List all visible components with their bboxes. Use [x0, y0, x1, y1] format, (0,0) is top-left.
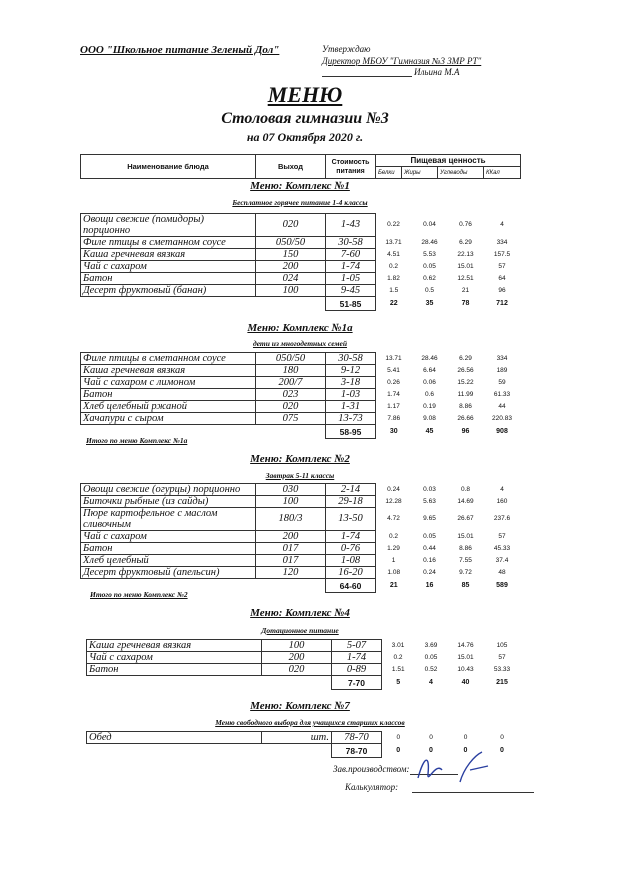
- section-table: [80, 483, 521, 593]
- dish-proteins: 0: [396, 733, 401, 741]
- dish-fats: 0.05: [423, 532, 436, 540]
- dish-name: Филе птицы в сметанном соусе: [81, 353, 256, 365]
- dish-fats: 0: [429, 733, 433, 741]
- dish-proteins: 7.86: [387, 414, 401, 422]
- dish-fats: 3.69: [424, 641, 438, 649]
- dish-proteins: 4.72: [387, 515, 400, 522]
- dish-fats: 9.65: [423, 515, 436, 522]
- dish-output: 017: [256, 555, 326, 567]
- menu-date: на 07 Октября 2020 г.: [246, 130, 364, 144]
- dish-carbs: 26.56: [457, 366, 474, 374]
- dish-name: Овощи свежие (помидоры) порционно: [81, 214, 256, 237]
- header-cost: Стоимость питания: [326, 155, 376, 179]
- dish-fats: 6.64: [423, 366, 436, 374]
- total-price: 78-70: [332, 744, 382, 758]
- dish-name: Чай с сахаром: [87, 652, 262, 664]
- dish-name: Десерт фруктовый (апельсин): [81, 567, 256, 579]
- dish-name: Овощи свежие (огурцы) порционно: [81, 484, 256, 496]
- calc-label: Калькулятор:: [345, 782, 399, 792]
- section-table: [80, 352, 521, 439]
- dish-fats: 5.63: [423, 497, 436, 505]
- dish-kcal: 53.33: [493, 665, 511, 673]
- dish-output: 100: [256, 285, 326, 297]
- dish-fats: 0.04: [423, 221, 436, 228]
- dish-price: 29-18: [326, 496, 376, 508]
- dish-kcal: 334: [496, 354, 508, 362]
- dish-proteins: 1.08: [387, 568, 401, 576]
- dish-output: 150: [256, 249, 326, 261]
- total-proteins: 21: [389, 581, 398, 589]
- total-price: 64-60: [326, 579, 376, 593]
- dish-price: 1-05: [326, 273, 376, 285]
- dish-kcal: 105: [496, 641, 508, 649]
- total-kcal: 0: [500, 746, 504, 754]
- dish-carbs: 21: [461, 286, 470, 294]
- dish-kcal: 96: [498, 286, 506, 294]
- dish-carbs: 0: [463, 733, 468, 741]
- dish-name: Каша гречневая вязкая: [81, 249, 256, 261]
- dish-output: 020: [256, 214, 326, 237]
- dish-fats: 5.53: [423, 250, 436, 258]
- page-title: МЕНЮ: [267, 82, 343, 107]
- header-kcal: ККал: [484, 167, 521, 179]
- dish-proteins: 1.5: [389, 286, 399, 294]
- dish-kcal: 61.33: [493, 390, 511, 398]
- dish-price: 1-31: [326, 401, 376, 413]
- section-subtitle: дети из многодетных семей: [252, 339, 348, 348]
- dish-carbs: 7.55: [459, 556, 472, 564]
- dish-name: Чай с сахаром: [81, 261, 256, 273]
- dish-name: Хлеб целебный ржаной: [81, 401, 256, 413]
- dish-kcal: 57: [498, 653, 506, 661]
- header-output: Выход: [256, 155, 326, 179]
- dish-carbs: 10.43: [457, 665, 474, 673]
- dish-name: Обед: [87, 732, 262, 744]
- dish-proteins: 13.71: [385, 354, 402, 362]
- dish-carbs: 26.66: [457, 414, 474, 422]
- section-table: [86, 639, 521, 690]
- dish-output: 200/7: [256, 377, 326, 389]
- dish-fats: 0.5: [424, 286, 435, 294]
- dish-output: 200: [262, 652, 332, 664]
- dish-carbs: 6.29: [459, 354, 472, 362]
- dish-proteins: 3.01: [391, 641, 405, 649]
- header-nutrition: Пищевая ценность: [376, 155, 521, 167]
- dish-kcal: 57: [498, 532, 506, 540]
- dish-carbs: 26.67: [457, 515, 474, 522]
- section-table: [80, 213, 521, 311]
- dish-fats: 0.44: [423, 544, 436, 552]
- section-itogo: Итого по меню Комплекс №1а: [86, 436, 188, 445]
- dish-carbs: 8.86: [459, 402, 472, 410]
- dish-output: 023: [256, 389, 326, 401]
- dish-kcal: 37.4: [495, 556, 509, 564]
- dish-kcal: 220.83: [492, 414, 512, 422]
- dish-proteins: 0.26: [387, 378, 400, 386]
- dish-name: Каша гречневая вязкая: [81, 365, 256, 377]
- dish-carbs: 11.99: [457, 390, 474, 398]
- total-carbs: 85: [461, 581, 470, 589]
- dish-carbs: 15.01: [457, 532, 474, 540]
- dish-price: 0-89: [332, 664, 382, 676]
- dish-fats: 0.52: [424, 665, 438, 673]
- section-title: Меню: Комплекс №2: [250, 453, 350, 465]
- dish-kcal: 45.33: [493, 544, 511, 552]
- dish-proteins: 1.82: [387, 274, 400, 282]
- dish-kcal: 237.6: [493, 515, 511, 522]
- dish-name: Батон: [81, 543, 256, 555]
- total-fats: 16: [425, 581, 434, 589]
- dish-fats: 0.62: [423, 274, 436, 282]
- dish-carbs: 6.29: [459, 238, 472, 246]
- dish-fats: 0.06: [423, 378, 436, 386]
- approve-label: Утверждаю: [322, 44, 371, 54]
- section-subtitle: Дотационное питание: [261, 626, 339, 635]
- dish-proteins: 1.29: [387, 544, 400, 552]
- dish-output: 030: [256, 484, 326, 496]
- dish-price: 30-58: [326, 353, 376, 365]
- dish-proteins: 1.51: [391, 665, 405, 673]
- dish-output: 100: [256, 496, 326, 508]
- director-name: Ильина М.А: [414, 67, 460, 77]
- dish-proteins: 4.51: [387, 250, 400, 258]
- dish-fats: 28.46: [421, 238, 438, 246]
- dish-price: 13-50: [326, 508, 376, 531]
- dish-price: 2-14: [326, 484, 376, 496]
- dish-proteins: 0.2: [393, 653, 403, 661]
- total-kcal: 908: [496, 427, 508, 435]
- header-carbs: Углеводы: [438, 167, 484, 179]
- dish-kcal: 44: [498, 402, 506, 410]
- dish-output: 120: [256, 567, 326, 579]
- dish-price: 9-45: [326, 285, 376, 297]
- dish-kcal: 160: [496, 497, 508, 505]
- dish-price: 30-58: [326, 237, 376, 249]
- total-fats: 4: [429, 678, 433, 686]
- dish-name: Биточки рыбные (из сайды): [81, 496, 256, 508]
- dish-kcal: 189: [496, 366, 508, 374]
- dish-fats: 0.16: [423, 556, 436, 564]
- total-proteins: 5: [396, 678, 401, 686]
- section-title: Меню: Комплекс №7: [250, 700, 350, 712]
- dish-fats: 0.24: [423, 568, 436, 576]
- dish-proteins: 1: [391, 556, 396, 564]
- dish-output: шт.: [262, 732, 332, 744]
- dish-name: Батон: [87, 664, 262, 676]
- dish-name: Десерт фруктовый (банан): [81, 285, 256, 297]
- dish-price: 9-12: [326, 365, 376, 377]
- dish-kcal: 48: [498, 568, 506, 576]
- dish-kcal: 64: [498, 274, 506, 282]
- dish-output: 020: [256, 401, 326, 413]
- dish-price: 1-74: [326, 531, 376, 543]
- dish-price: 1-03: [326, 389, 376, 401]
- dish-fats: 0.05: [424, 653, 438, 661]
- section-subtitle: Меню свободного выбора для учащихся старших классов: [215, 718, 405, 727]
- director-label: Директор МБОУ "Гимназия №3 ЗМР РТ": [322, 56, 482, 66]
- dish-kcal: 0: [500, 733, 504, 741]
- dish-proteins: 12.28: [385, 497, 402, 505]
- dish-name: Пюре картофельное с маслом сливочным: [81, 508, 256, 531]
- total-carbs: 96: [461, 427, 470, 435]
- section-title: Меню: Комплекс №1а: [247, 322, 353, 334]
- dish-carbs: 15.01: [457, 262, 474, 270]
- total-carbs: 78: [461, 299, 470, 307]
- dish-carbs: 14.76: [457, 641, 474, 649]
- zav-label: Зав.производством:: [333, 764, 410, 774]
- dish-output: 024: [256, 273, 326, 285]
- column-header: [80, 154, 521, 179]
- dish-output: 017: [256, 543, 326, 555]
- total-kcal: 712: [496, 299, 508, 307]
- total-proteins: 22: [389, 299, 398, 307]
- total-price: 51-85: [326, 297, 376, 311]
- dish-output: 075: [256, 413, 326, 425]
- dish-fats: 0.05: [423, 262, 436, 270]
- page-subtitle: Столовая гимназии №3: [221, 110, 389, 127]
- dish-price: 13-73: [326, 413, 376, 425]
- dish-price: 78-70: [332, 732, 382, 744]
- dish-fats: 9.08: [423, 414, 436, 422]
- dish-carbs: 15.22: [457, 378, 474, 386]
- dish-price: 1-43: [326, 214, 376, 237]
- dish-proteins: 13.71: [385, 238, 402, 246]
- dish-fats: 0.19: [423, 402, 436, 410]
- dish-price: 16-20: [326, 567, 376, 579]
- signature-scribble: [412, 748, 502, 790]
- section-title: Меню: Комплекс №1: [250, 180, 350, 192]
- total-proteins: 0: [396, 746, 401, 754]
- dish-name: Каша гречневая вязкая: [87, 640, 262, 652]
- calc-signature-line: [412, 792, 534, 793]
- dish-name: Батон: [81, 389, 256, 401]
- dish-price: 1-74: [332, 652, 382, 664]
- dish-output: 200: [256, 531, 326, 543]
- dish-price: 1-08: [326, 555, 376, 567]
- dish-kcal: 59: [498, 378, 506, 386]
- dish-output: 020: [262, 664, 332, 676]
- dish-proteins: 1.17: [387, 402, 400, 410]
- total-carbs: 40: [461, 678, 470, 686]
- dish-fats: 0.03: [423, 485, 436, 493]
- dish-kcal: 157.5: [493, 250, 511, 258]
- total-proteins: 30: [389, 427, 398, 435]
- dish-name: Хачапури с сыром: [81, 413, 256, 425]
- dish-proteins: 5.41: [387, 366, 400, 374]
- dish-kcal: 334: [496, 238, 508, 246]
- total-fats: 0: [429, 746, 433, 754]
- dish-output: 180: [256, 365, 326, 377]
- dish-carbs: 8.86: [459, 544, 472, 552]
- signature-line: [322, 76, 412, 77]
- dish-price: 0-76: [326, 543, 376, 555]
- total-fats: 35: [425, 299, 434, 307]
- dish-carbs: 9.72: [459, 568, 472, 576]
- dish-proteins: 0.24: [387, 485, 400, 493]
- header-fats: Жиры: [402, 167, 438, 179]
- total-price: 7-70: [332, 676, 382, 690]
- dish-name: Чай с сахаром: [81, 531, 256, 543]
- dish-output: 050/50: [256, 237, 326, 249]
- dish-name: Батон: [81, 273, 256, 285]
- section-subtitle: Завтрак 5-11 классы: [265, 471, 335, 480]
- dish-name: Хлеб целебный: [81, 555, 256, 567]
- dish-output: 180/3: [256, 508, 326, 531]
- header-proteins: Белки: [376, 167, 402, 179]
- total-kcal: 589: [496, 581, 508, 589]
- dish-fats: 0.6: [424, 390, 435, 398]
- dish-output: 100: [262, 640, 332, 652]
- section-subtitle: Бесплатное горячее питание 1-4 классы: [232, 198, 368, 207]
- dish-price: 3-18: [326, 377, 376, 389]
- dish-carbs: 22.13: [457, 250, 474, 258]
- dish-kcal: 4: [500, 221, 504, 228]
- dish-kcal: 57: [498, 262, 506, 270]
- dish-carbs: 15.01: [457, 653, 474, 661]
- dish-carbs: 14.69: [457, 497, 474, 505]
- dish-price: 7-60: [326, 249, 376, 261]
- dish-output: 200: [256, 261, 326, 273]
- dish-proteins: 0.2: [388, 532, 399, 540]
- dish-price: 5-07: [332, 640, 382, 652]
- dish-proteins: 1.74: [387, 390, 400, 398]
- dish-price: 1-74: [326, 261, 376, 273]
- dish-carbs: 0.76: [459, 221, 472, 228]
- dish-kcal: 4: [500, 485, 504, 493]
- total-price: 58-95: [326, 425, 376, 439]
- total-kcal: 215: [496, 678, 508, 686]
- org-name: ООО "Школьное питание Зеленый Дол": [80, 44, 280, 56]
- dish-carbs: 0.8: [460, 485, 471, 493]
- dish-carbs: 12.51: [457, 274, 474, 282]
- total-carbs: 0: [463, 746, 468, 754]
- section-itogo: Итого по меню Комплекс №2: [90, 590, 188, 599]
- dish-output: 050/50: [256, 353, 326, 365]
- section-title: Меню: Комплекс №4: [250, 607, 350, 619]
- header-name: Наименование блюда: [81, 155, 256, 179]
- total-fats: 45: [425, 427, 434, 435]
- dish-fats: 28.46: [421, 354, 438, 362]
- dish-proteins: 0.22: [387, 221, 400, 228]
- dish-proteins: 0.2: [388, 262, 399, 270]
- dish-name: Филе птицы в сметанном соусе: [81, 237, 256, 249]
- dish-name: Чай с сахаром с лимоном: [81, 377, 256, 389]
